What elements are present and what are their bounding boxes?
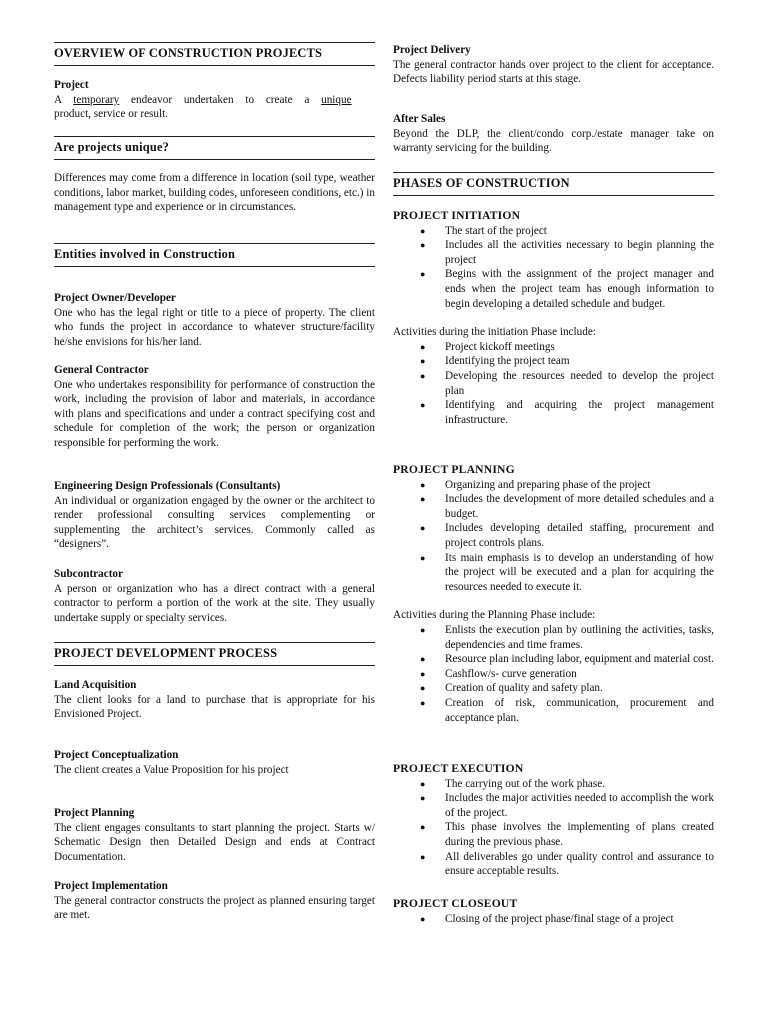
list-item-text: Identifying and acquiring the project management infrastructure. (445, 399, 714, 426)
list-item-text: All deliverables go under quality control and assurance to ensure acceptable results. (445, 850, 714, 878)
execution-list (393, 777, 714, 879)
list-item (393, 224, 714, 239)
bullet-icon: ● (420, 697, 426, 708)
concept-label: Project Conceptualization (54, 749, 179, 761)
edp-label: Engineering Design Professionals (Consultants) (54, 480, 281, 492)
project-definition-text-2: product, service or result. (54, 108, 169, 121)
bullet-icon: ● (420, 494, 426, 505)
list-item-text: Creation of quality and safety plan. (445, 682, 603, 695)
initiation-activities-intro: Activities during the initiation Phase include: (393, 326, 596, 339)
list-item (393, 551, 714, 595)
subcontractor-entry (54, 567, 375, 625)
bullet-icon: ● (420, 240, 426, 251)
delivery-text: The general contractor hands over project to the client for acceptance. Defects liability period starts at this stage. (393, 58, 714, 86)
bullet-icon: ● (420, 654, 426, 665)
list-item-text: Resource plan including labor, equipment and material cost. (445, 653, 714, 666)
list-item (393, 267, 714, 311)
list-item-text: The carrying out of the work phase. (445, 777, 605, 790)
gc-text: One who undertakes responsibility for performance of construction the work, including the provision of labor and materials, in accordance with plans and specifications and under a contract specifying cost and schedule for completion of the work; the person or organization responsible for performing the work. (54, 378, 375, 449)
planning-list (393, 478, 714, 595)
list-item-text: Project kickoff meetings (445, 340, 555, 353)
unique-title: Are projects unique? (54, 140, 170, 154)
planning-text: The client engages consultants to start planning the project. Starts w/ Schematic Design then Detailed Design and ends at Contract Documentation. (54, 821, 375, 863)
list-item (393, 652, 714, 667)
list-item-text: Includes all the activities necessary to begin planning the project (445, 239, 714, 266)
list-item-text: Developing the resources needed to develop the project plan (445, 369, 714, 397)
bullet-icon: ● (420, 341, 426, 352)
owner-entry (54, 291, 375, 349)
execution-block (393, 762, 714, 879)
bullet-icon: ● (420, 269, 426, 280)
bullet-icon: ● (420, 624, 426, 635)
land-text: The client looks for a land to purchase that is appropriate for his Envisioned Project. (54, 693, 375, 721)
list-item-text: Includes the major activities needed to accomplish the work of the project. (445, 792, 714, 819)
unique-paragraph: Differences may come from a difference in location (soil type, weather conditions, labor market, building codes, unforeseen conditions, etc.) in management type and experience or in circumstances. (54, 172, 375, 214)
planning-activities-intro: Activities during the Planning Phase include: (393, 609, 596, 622)
list-item (393, 398, 714, 427)
list-item-text: Creation of risk, communication, procurement and acceptance plan. (445, 696, 714, 724)
execution-heading: PROJECT EXECUTION (393, 762, 524, 775)
list-item (393, 820, 714, 849)
list-item-text: Begins with the assignment of the project manager and ends when the project team has enough information to begin developing a detailed schedule and budget. (445, 268, 714, 310)
closeout-heading: PROJECT CLOSEOUT (393, 897, 518, 910)
entities-title: Entities involved in Construction (54, 247, 236, 261)
list-item-text: Includes developing detailed staffing, procurement and project controls plans. (445, 522, 714, 549)
list-item (393, 354, 714, 369)
after-sales-text: Beyond the DLP, the client/condo corp./estate manager take on warranty servicing for the building. (393, 127, 714, 155)
list-item (393, 492, 714, 521)
phases-title: PHASES OF CONSTRUCTION (393, 176, 570, 190)
list-item (393, 623, 714, 652)
concept-text: The client creates a Value Proposition for his project (54, 763, 289, 776)
list-item-text: Includes the development of more detailed schedules and a budget. (445, 493, 714, 520)
list-item (393, 667, 714, 682)
list-item-text: Enlists the execution plan by outlining the activities, tasks, dependencies and time frames. (445, 623, 714, 651)
list-item (393, 777, 714, 792)
bullet-icon: ● (420, 479, 426, 490)
planning-heading: PROJECT PLANNING (393, 463, 515, 476)
land-entry (54, 678, 375, 722)
after-sales-label: After Sales (393, 113, 446, 125)
project-label: Project (54, 79, 89, 91)
bullet-icon: ● (420, 913, 426, 924)
bullet-icon: ● (420, 851, 426, 862)
list-item-text: Its main emphasis is to develop an understanding of how the project will be executed and a plan for acquiring the resources needed to execute it. (445, 551, 714, 593)
land-label: Land Acquisition (54, 679, 137, 691)
overview-title: OVERVIEW OF CONSTRUCTION PROJECTS (54, 46, 323, 60)
concept-entry (54, 748, 375, 777)
owner-label: Project Owner/Developer (54, 292, 176, 304)
bullet-icon: ● (420, 523, 426, 534)
initiation-activities-list (393, 340, 714, 428)
list-item (393, 912, 714, 927)
list-item-text: The start of the project (445, 224, 547, 237)
list-item-text: Closing of the project phase/final stage of a project (445, 912, 674, 925)
list-item (393, 238, 714, 267)
list-item-text: Organizing and preparing phase of the project (445, 478, 651, 491)
owner-text: One who has the legal right or title to a piece of property. The client who funds the project in accordance to whatever structure/facility he/she envisions for his/her land. (54, 306, 375, 348)
list-item (393, 791, 714, 820)
list-item-text: Cashflow/s- curve generation (445, 667, 577, 680)
bullet-icon: ● (420, 793, 426, 804)
project-definition (54, 78, 375, 122)
delivery-entry (393, 43, 714, 87)
edp-entry (54, 479, 375, 552)
delivery-label: Project Delivery (393, 44, 471, 56)
list-item (393, 340, 714, 355)
list-item (393, 478, 714, 493)
implementation-entry (54, 879, 375, 923)
phases-section-header (393, 172, 714, 196)
list-item (393, 696, 714, 725)
entities-section-header (54, 243, 375, 267)
bullet-icon: ● (420, 822, 426, 833)
pdp-title: PROJECT DEVELOPMENT PROCESS (54, 646, 278, 660)
bullet-icon: ● (420, 225, 426, 236)
closeout-list (393, 912, 714, 927)
bullet-icon: ● (420, 370, 426, 381)
gc-entry (54, 363, 375, 451)
edp-text: An individual or organization engaged by the owner or the architect to render professional consulting services complementing or supplementing the architect’s services. Commonly called as “designers”. (54, 494, 375, 551)
list-item-text: This phase involves the implementing of plans created during the previous phase. (445, 821, 714, 848)
unique-section-header (54, 136, 375, 160)
closeout-block (393, 897, 714, 926)
list-item (393, 850, 714, 879)
subcontractor-label: Subcontractor (54, 568, 123, 580)
initiation-heading: PROJECT INITIATION (393, 209, 521, 222)
bullet-icon: ● (420, 778, 426, 789)
after-sales-entry (393, 112, 714, 156)
planning-entry (54, 806, 375, 864)
list-item-text: Identifying the project team (445, 355, 570, 368)
project-definition-text: A temporary endeavor undertaken to create a unique (54, 93, 352, 106)
initiation-block (393, 209, 714, 427)
gc-label: General Contractor (54, 364, 149, 376)
list-item (393, 521, 714, 550)
bullet-icon: ● (420, 552, 426, 563)
overview-section-header (54, 42, 375, 66)
pdp-section-header (54, 642, 375, 666)
planning-activities-list (393, 623, 714, 725)
bullet-icon: ● (420, 668, 426, 679)
planning-block (393, 463, 714, 725)
planning-label: Project Planning (54, 807, 135, 819)
bullet-icon: ● (420, 356, 426, 367)
initiation-list (393, 224, 714, 312)
subcontractor-text: A person or organization who has a direct contract with a general contractor to perform a portion of the work at the site. They usually undertake supply or specialty services. (54, 582, 375, 624)
bullet-icon: ● (420, 400, 426, 411)
bullet-icon: ● (420, 683, 426, 694)
list-item (393, 369, 714, 398)
list-item (393, 681, 714, 696)
implementation-label: Project Implementation (54, 880, 168, 892)
implementation-text: The general contractor constructs the project as planned ensuring target are met. (54, 894, 375, 922)
